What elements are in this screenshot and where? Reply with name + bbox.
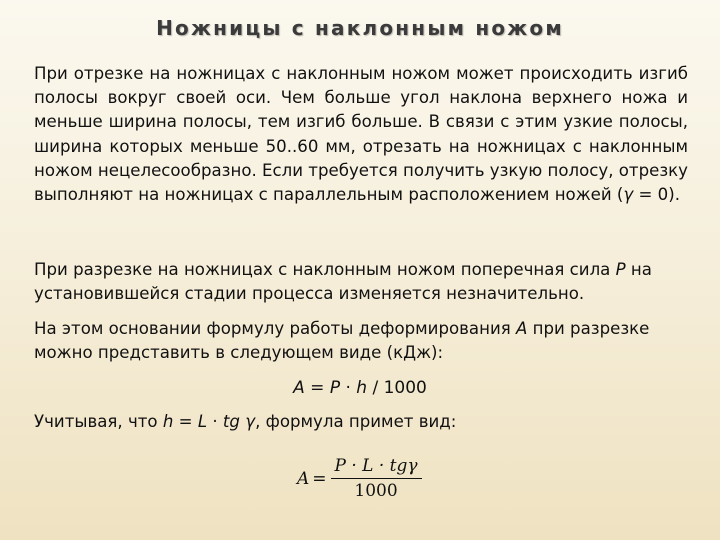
angle-symbol: γ bbox=[245, 412, 256, 431]
formula-final-lhs: A bbox=[297, 468, 310, 489]
formula-final-denominator: 1000 bbox=[354, 481, 398, 501]
paragraph-2-text: При разрезке на ножницах с наклонным ножом поперечная сила bbox=[34, 260, 616, 279]
paragraph-4-text: Учитывая, что bbox=[34, 412, 163, 431]
paragraph-4-eq: = bbox=[173, 412, 198, 431]
height-symbol: h bbox=[162, 412, 174, 431]
length-symbol: L bbox=[197, 412, 208, 431]
tangent-symbol: tg bbox=[222, 412, 240, 431]
force-symbol: P bbox=[615, 260, 626, 279]
slide-title: Ножницы с наклонным ножом bbox=[156, 16, 564, 40]
formula-final-numerator: P · L · tgγ bbox=[331, 456, 422, 479]
formula-work-p: P bbox=[329, 378, 341, 398]
formula-work-eq: = bbox=[304, 378, 330, 398]
formula-work bbox=[0, 378, 720, 398]
paragraph-2 bbox=[34, 258, 688, 306]
paragraph-4 bbox=[34, 410, 688, 434]
paragraph-3-end: при разрезке можно представить в следующем виде (кДж): bbox=[34, 319, 650, 363]
paragraph-4-dot: · bbox=[207, 412, 223, 431]
paragraph-3-text: На этом основании формулу работы деформирования bbox=[34, 319, 516, 338]
work-symbol: A bbox=[515, 319, 528, 338]
paragraph-4-end: , формула примет вид: bbox=[255, 412, 457, 431]
formula-work-dot: · bbox=[340, 378, 357, 398]
gamma-symbol: γ bbox=[623, 185, 634, 205]
paragraph-2-end: на установившейся стадии процесса изменяется незначительно. bbox=[34, 260, 652, 304]
paragraph-3 bbox=[34, 317, 688, 365]
formula-final-fraction bbox=[331, 456, 422, 501]
formula-work-lhs: A bbox=[293, 378, 305, 398]
paragraph-1-end: = 0). bbox=[633, 185, 680, 205]
paragraph-1-text: При отрезке на ножницах с наклонным ножом может происходить изгиб полосы вокруг своей оси. Чем больше угол наклона верхнего ножа и меньше ширина полосы, тем изгиб больше. В связи с этим узкие полосы, ширина которых меньше 50..60 мм, отрезать на ножницах с наклонным ножом нецелесообразно. Если требуется получить узкую полосу, отрезку выполняют на ножницах с параллельным расположением ножей ( bbox=[34, 64, 688, 205]
formula-work-rest: / 1000 bbox=[367, 378, 427, 398]
formula-final-eq: = bbox=[312, 468, 327, 489]
paragraph-1 bbox=[34, 62, 688, 207]
formula-work-h: h bbox=[356, 378, 368, 398]
formula-final bbox=[297, 456, 422, 501]
